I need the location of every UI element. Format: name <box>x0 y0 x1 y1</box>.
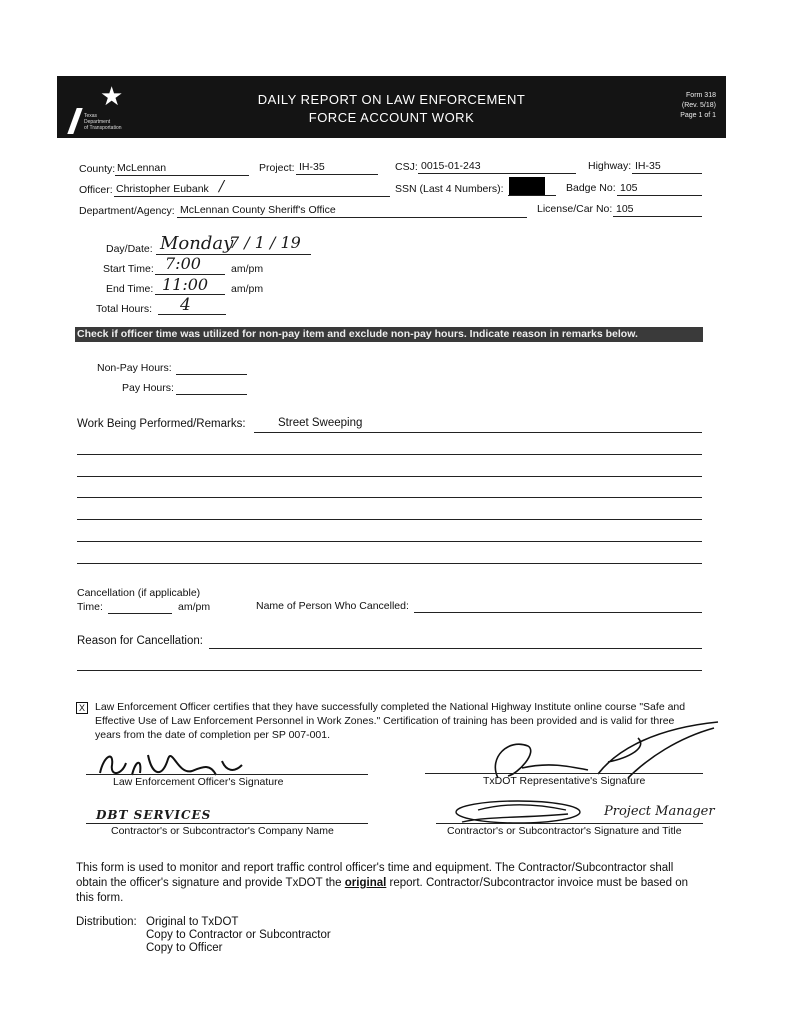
end-time-label: End Time: <box>106 283 154 295</box>
end-time-value: 11:00 <box>162 275 209 294</box>
work-line-6 <box>77 563 702 564</box>
officer-signature-line <box>86 774 368 775</box>
badge-label: Badge No: <box>566 182 616 194</box>
cancellation-reason-line-2 <box>77 670 702 671</box>
work-line-4 <box>77 519 702 520</box>
start-time-value: 7:00 <box>165 254 201 273</box>
cancelled-by-line <box>414 612 702 613</box>
form-title-line1: DAILY REPORT ON LAW ENFORCEMENT <box>257 92 526 107</box>
cancellation-heading: Cancellation (if applicable) <box>77 587 201 599</box>
company-name-line <box>86 823 368 824</box>
total-hours-value: 4 <box>180 295 191 315</box>
start-time-label: Start Time: <box>103 263 154 275</box>
txdot-logo-text: Texas Department of Transportation <box>84 113 122 131</box>
license-label: License/Car No: <box>537 203 613 215</box>
license-value: 105 <box>616 203 634 215</box>
nonpay-instruction-banner: Check if officer time was utilized for non-pay item and exclude non-pay hours. Indicate reason in remarks below. <box>75 327 703 342</box>
certification-text-1: Law Enforcement Officer certifies that they have successfully completed the National Highway Institute online course "Safe and <box>95 701 686 713</box>
ssn-line <box>508 195 556 196</box>
officer-value: Christopher Eubank <box>116 183 209 195</box>
footer-para-1: This form is used to monitor and report traffic control officer's time and equipment. The Contractor/Subcontractor shall <box>76 862 674 874</box>
dept-line <box>177 217 527 218</box>
project-label: Project: <box>259 162 295 174</box>
distribution-item-1: Original to TxDOT <box>146 916 239 928</box>
contractor-title-value: Project Manager <box>604 804 715 819</box>
start-ampm: am/pm <box>231 263 264 275</box>
certification-text-2: Effective Use of Law Enforcement Personnel in Work Zones." Certification of training has been provided and is valid for three <box>95 715 675 727</box>
work-line-2 <box>77 476 702 477</box>
contractor-signature-line <box>436 823 703 824</box>
dept-label: Department/Agency: <box>79 205 175 217</box>
csj-value: 0015-01-243 <box>421 160 481 172</box>
footer-para-3: this form. <box>76 892 124 904</box>
project-value: IH-35 <box>299 161 325 173</box>
county-value: McLennan <box>117 162 167 174</box>
distribution-item-2: Copy to Contractor or Subcontractor <box>146 929 331 941</box>
county-label: County: <box>79 163 116 175</box>
distribution-label: Distribution: <box>76 916 137 928</box>
work-line-5 <box>77 541 702 542</box>
company-name-label: Contractor's or Subcontractor's Company Name <box>111 825 334 837</box>
ssn-label: SSN (Last 4 Numbers): <box>395 183 504 195</box>
distribution-item-3: Copy to Officer <box>146 942 223 954</box>
form-title-line2: FORCE ACCOUNT WORK <box>308 110 475 125</box>
total-hours-label: Total Hours: <box>96 303 153 315</box>
pay-hours-label: Pay Hours: <box>122 382 174 394</box>
certification-checkbox[interactable]: X <box>76 702 88 714</box>
nonpay-hours-line <box>176 374 247 375</box>
ssn-redaction <box>509 177 545 196</box>
county-line <box>115 175 249 176</box>
txdot-signature-line <box>425 773 703 774</box>
day-value: Monday <box>160 233 234 254</box>
project-line <box>296 174 378 175</box>
officer-checkmark: / <box>219 177 225 195</box>
form-page: Page 1 of 1 <box>680 112 716 119</box>
officer-label: Officer: <box>79 184 113 196</box>
daydate-label: Day/Date: <box>106 243 153 255</box>
txdot-signature-label: TxDOT Representative's Signature <box>483 775 646 787</box>
cancellation-ampm: am/pm <box>178 601 211 613</box>
form-number: Form 318 <box>686 92 716 99</box>
footer-para-2: obtain the officer's signature and provide TxDOT the original report. Contractor/Subcontractor invoice must be based on <box>76 877 689 889</box>
highway-label: Highway: <box>588 160 632 172</box>
original-emphasis: original <box>344 877 387 889</box>
cancelled-by-label: Name of Person Who Cancelled: <box>256 600 409 612</box>
cancellation-time-line <box>108 613 172 614</box>
end-ampm: am/pm <box>231 283 264 295</box>
badge-line <box>617 195 702 196</box>
certification-text-3: years from the date of completion per SP 007-001. <box>95 729 331 741</box>
work-label: Work Being Performed/Remarks: <box>77 418 246 430</box>
work-line-1 <box>77 454 702 455</box>
cancellation-reason-line-1 <box>209 648 702 649</box>
date-value: 7 / 1 / 19 <box>229 233 301 252</box>
cancellation-reason-label: Reason for Cancellation: <box>77 635 203 647</box>
company-name-value: DBT SERVICES <box>96 808 212 822</box>
dept-value: McLennan County Sheriff's Office <box>180 204 336 216</box>
csj-label: CSJ: <box>395 161 418 173</box>
officer-line <box>114 196 390 197</box>
highway-value: IH-35 <box>635 160 661 172</box>
form-revision: (Rev. 5/18) <box>681 102 716 109</box>
total-hours-line <box>158 314 226 315</box>
work-line-3 <box>77 497 702 498</box>
work-value: Street Sweeping <box>278 417 363 429</box>
work-line-0 <box>254 432 702 433</box>
form-header <box>57 76 726 138</box>
contractor-signature-label: Contractor's or Subcontractor's Signature and Title <box>447 825 682 837</box>
badge-value: 105 <box>620 182 638 194</box>
cancellation-time-label: Time: <box>77 601 103 613</box>
highway-line <box>632 173 702 174</box>
txdot-star-icon: ★ <box>100 81 124 111</box>
nonpay-hours-label: Non-Pay Hours: <box>97 362 172 374</box>
csj-line <box>418 173 576 174</box>
license-line <box>613 216 702 217</box>
officer-signature-label: Law Enforcement Officer's Signature <box>113 776 284 788</box>
pay-hours-line <box>176 394 247 395</box>
